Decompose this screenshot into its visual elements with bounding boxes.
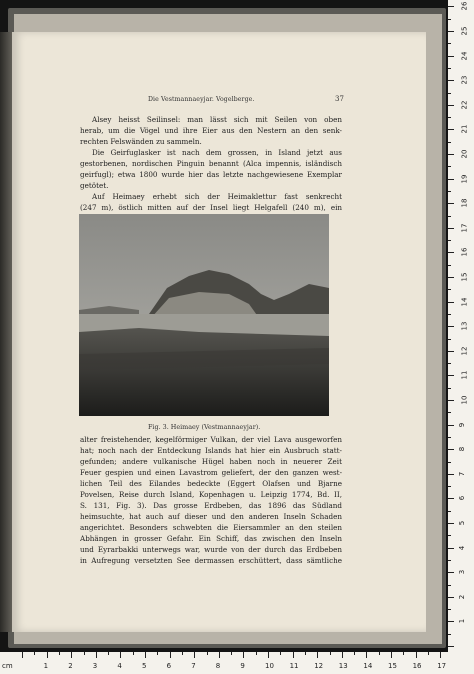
ruler-tick <box>268 652 269 658</box>
ruler-tick <box>108 652 109 655</box>
ruler-tick <box>448 351 454 352</box>
ruler-number: 2 <box>458 594 467 600</box>
ruler-tick <box>379 652 380 655</box>
landscape-image <box>79 214 329 416</box>
ruler-tick <box>219 652 220 658</box>
ruler-tick <box>448 93 451 94</box>
ruler-tick <box>366 652 367 658</box>
ruler-number: 1 <box>43 662 49 670</box>
ruler-tick <box>448 154 454 155</box>
ruler-number: 17 <box>437 662 447 670</box>
figure-photo <box>79 214 329 416</box>
text-line: geirfugl); etwa 1800 wurde hier das letzte nachgewiesene Exemplar <box>80 170 342 179</box>
ruler-tick <box>448 449 454 450</box>
ruler-tick <box>448 203 454 204</box>
ruler-tick <box>448 117 451 118</box>
text-line: Die Geirfuglasker ist nach dem grossen, in Island jetzt aus <box>92 148 342 157</box>
ruler-tick <box>448 462 451 463</box>
ruler-number: 22 <box>460 100 469 110</box>
ruler-tick <box>448 498 454 499</box>
text-line: Auf Heimaey erhebt sich der Heimaklettur fast senkrecht <box>92 192 342 201</box>
text-line: Abhängen in grosser Gefahr. Ein Schiff, das zwischen den Inseln <box>80 534 342 543</box>
ruler-tick <box>448 375 454 376</box>
ruler-tick <box>448 585 451 586</box>
text-line: Alsey heisst Seilinsel: man lässt sich mit Seilen von oben <box>92 115 342 124</box>
ruler-number: 17 <box>460 223 469 233</box>
ruler-number: 3 <box>458 569 467 575</box>
ruler-number: 5 <box>142 662 147 670</box>
ruler-tick <box>120 652 121 658</box>
ruler-tick <box>448 43 451 44</box>
ruler-tick <box>448 474 454 475</box>
ruler-tick <box>448 326 454 327</box>
ruler-tick <box>448 216 451 217</box>
ruler-number: 9 <box>240 662 245 670</box>
text-line: S. 131, Fig. 3). Das grosse Erdbeben, das 1896 das Südland <box>80 501 342 510</box>
ruler-tick <box>448 56 454 57</box>
ruler-tick <box>403 652 404 655</box>
ruler-number: 13 <box>460 321 469 331</box>
ruler-tick <box>448 252 454 253</box>
ruler-number: 11 <box>460 370 469 380</box>
ruler-tick <box>448 228 454 229</box>
ruler-tick <box>448 425 454 426</box>
ruler-number: 26 <box>460 1 469 11</box>
ruler-tick <box>448 80 454 81</box>
ruler-number: 21 <box>460 124 469 134</box>
ruler-tick <box>243 652 244 658</box>
text-line: Povelsen, Reise durch Island, Kopenhagen u. Leipzig 1774, Bd. II, <box>80 490 342 499</box>
text-line: (247 m), östlich mitten auf der Insel liegt Helgafell (240 m), ein <box>80 203 342 212</box>
ruler-tick <box>448 634 451 635</box>
ruler-tick <box>448 535 451 536</box>
ruler-tick <box>448 142 451 143</box>
ruler-number: 7 <box>458 471 467 477</box>
ruler-tick <box>448 265 451 266</box>
ruler-tick <box>448 129 454 130</box>
ruler-tick <box>317 652 318 658</box>
ruler-tick <box>448 363 451 364</box>
ruler-tick <box>194 652 195 658</box>
ruler-number: 10 <box>460 395 469 405</box>
ruler-number: 2 <box>68 662 73 670</box>
ruler-number: 9 <box>458 422 467 427</box>
ruler-number: 4 <box>458 545 467 550</box>
ruler-tick <box>448 548 454 549</box>
ruler-tick <box>428 652 429 655</box>
text-line: Feuer gespien und einen Lavastrom geliefert, der den ganzen west- <box>80 468 342 477</box>
ruler-number: 19 <box>460 174 469 184</box>
ruler-tick <box>342 652 343 658</box>
page-number: 37 <box>335 95 345 103</box>
ruler-tick <box>145 652 146 658</box>
ruler-tick <box>448 240 451 241</box>
ruler-tick <box>448 6 454 7</box>
ruler-tick <box>448 191 451 192</box>
text-line: hat; noch nach der Entdeckung Islands hat hier ein Ausbruch statt- <box>80 446 342 455</box>
ruler-tick <box>448 511 451 512</box>
ruler-tick <box>354 652 355 655</box>
ruler-tick <box>133 652 134 655</box>
text-line: alter freistehender, kegelförmiger Vulkan, der viel Lava ausgeworfen <box>80 435 342 444</box>
ruler-number: 20 <box>460 149 469 159</box>
ruler-number: 3 <box>92 662 98 670</box>
ruler-number: 12 <box>314 662 324 670</box>
ruler-number: 24 <box>460 51 469 61</box>
figure-caption: Fig. 3. Heimaey (Vestmannaeyjar). <box>148 423 261 431</box>
ruler-tick <box>22 652 23 658</box>
ruler-number: 6 <box>166 662 172 670</box>
text-line: heimsuchte, hat auch auf dieser und den anderen Inseln Schaden <box>80 512 342 521</box>
ruler-tick <box>157 652 158 655</box>
ruler-tick <box>448 572 454 573</box>
ruler-number: 15 <box>460 272 469 282</box>
ruler-number: 13 <box>338 662 348 670</box>
text-line: und Eyrarbakki unterwegs war, wurde von der durch das Erdbeben <box>80 545 342 554</box>
text-line: getötet. <box>80 181 109 190</box>
ruler-tick <box>231 652 232 655</box>
ruler-tick <box>391 652 392 658</box>
ruler-number: 5 <box>458 520 467 526</box>
ruler-tick <box>448 68 451 69</box>
ruler-tick <box>448 437 451 438</box>
ruler-number: 4 <box>117 662 122 670</box>
ruler-tick <box>182 652 183 655</box>
ruler-unit-label: cm <box>2 662 13 670</box>
ruler-tick <box>448 388 451 389</box>
ruler-tick <box>448 289 451 290</box>
ruler-tick <box>448 412 451 413</box>
ruler-tick <box>448 646 454 647</box>
ruler-tick <box>448 597 454 598</box>
ruler-number: 15 <box>388 662 397 670</box>
text-line: in Aufregung versetzten See dermassen erschüttert, dass sämtliche <box>80 556 342 565</box>
text-line: herab, um die Vögel und ihre Eier aus den Nestern an den senk- <box>80 126 342 135</box>
ruler-tick <box>71 652 72 658</box>
ruler-tick <box>330 652 331 655</box>
text-line: gestorbenen, nordischen Pinguin benannt (Alca impennis, isländisch <box>80 159 342 168</box>
ruler-number: 6 <box>458 496 467 501</box>
text-line: lichen Teil des Eilandes bedeckte (Eggert Olafsen und Bjarne <box>80 479 342 488</box>
ruler-tick <box>448 621 454 622</box>
ruler-tick <box>305 652 306 655</box>
ruler-tick <box>448 486 451 487</box>
ruler-number: 8 <box>215 662 221 670</box>
ruler-number: 12 <box>460 346 469 356</box>
ruler-number: 14 <box>363 662 373 670</box>
ruler-number: 18 <box>460 198 469 208</box>
ruler-tick <box>34 652 35 655</box>
ruler-number: 7 <box>191 662 196 670</box>
ruler-tick <box>448 179 454 180</box>
ruler-tick <box>448 19 451 20</box>
ruler-tick <box>280 652 281 655</box>
ruler-tick <box>448 277 454 278</box>
ruler-tick <box>448 31 454 32</box>
ruler-tick <box>448 523 454 524</box>
ruler-tick <box>207 652 208 655</box>
ruler-tick <box>448 105 454 106</box>
ruler-vertical <box>448 0 474 652</box>
ruler-tick <box>47 652 48 658</box>
ruler-tick <box>448 166 451 167</box>
ruler-tick <box>256 652 257 655</box>
ruler-tick <box>293 652 294 658</box>
paragraph-bottom <box>80 434 342 566</box>
ruler-number: 10 <box>265 662 274 670</box>
ruler-tick <box>448 560 451 561</box>
text-line: gefunden; andere vulkanische Hügel haben noch in neuerer Zeit <box>80 457 342 466</box>
ruler-tick <box>448 400 454 401</box>
ruler-number: 8 <box>458 446 467 452</box>
ruler-number: 16 <box>460 247 469 257</box>
header-title: Die Vestmannaeyjar. Vogelberge. <box>148 96 255 103</box>
paragraph-top <box>80 114 342 213</box>
ruler-tick <box>59 652 60 655</box>
ruler-number: 14 <box>460 297 469 307</box>
ruler-tick <box>170 652 171 658</box>
ruler-tick <box>440 652 441 658</box>
ruler-number: 23 <box>460 75 469 85</box>
ruler-tick <box>448 339 451 340</box>
ruler-tick <box>84 652 85 655</box>
text-line: angerichtet. Besonders schwebten die Eiersammler an den steilen <box>80 523 342 532</box>
ruler-number: 1 <box>458 619 467 624</box>
ruler-number: 16 <box>412 662 422 670</box>
ruler-tick <box>448 609 451 610</box>
ruler-tick <box>416 652 417 658</box>
ruler-tick <box>448 302 454 303</box>
ruler-number: 11 <box>289 662 299 670</box>
text-line: rechten Felswänden zu sammeln. <box>80 137 202 146</box>
ruler-tick <box>96 652 97 658</box>
ruler-horizontal <box>0 652 474 674</box>
ruler-number: 25 <box>460 26 469 36</box>
ruler-tick <box>448 314 451 315</box>
